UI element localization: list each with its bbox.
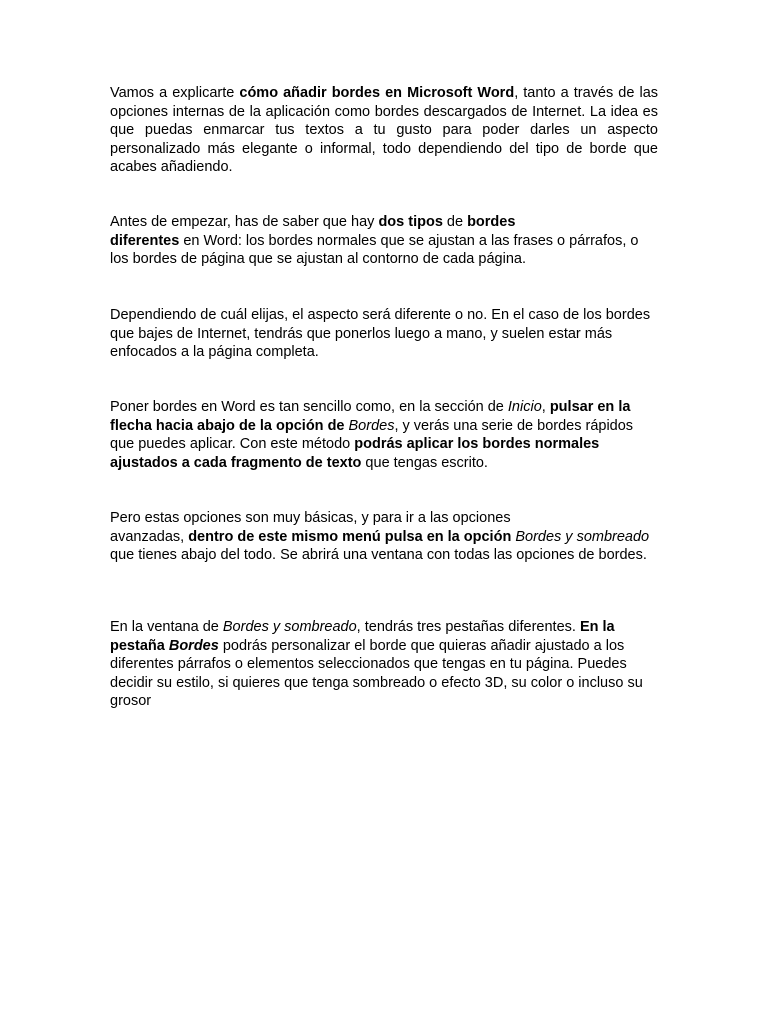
bold-text: diferentes <box>110 232 180 249</box>
body-text: Vamos a explicarte <box>110 85 240 101</box>
body-text: Pero estas opciones son muy básicas, y para ir a las opciones <box>110 510 511 526</box>
body-text: , y verás una serie de bordes rápidos que puedes aplicar. Con este método <box>110 417 634 452</box>
body-text: , tanto a través de las opciones internas de la aplicación como bordes descargados de Internet. La idea es que puedas enmarcar tus textos a tu gusto para poder darles un aspecto personalizado más elegante o informal, todo dependiendo del tipo de borde que acabes añadiendo. <box>110 85 659 175</box>
italic-text: Bordes y sombreado <box>222 619 357 635</box>
body-text: de <box>442 214 468 230</box>
bold-italic-text: Bordes <box>168 637 219 654</box>
italic-text: Bordes <box>348 417 395 434</box>
bold-text: cómo añadir bordes en Microsoft Word <box>239 85 515 101</box>
body-text: que tienes abajo del todo. Se abrirá una ventana con todas las opciones de bordes. <box>110 547 647 563</box>
italic-text: Inicio <box>507 399 542 415</box>
body-text: que tengas escrito. <box>361 454 488 471</box>
italic-text: Bordes y sombreado <box>515 528 650 545</box>
bold-text: En la pestaña <box>110 619 615 654</box>
body-text: Poner bordes en Word es tan sencillo como, en la sección de <box>110 399 508 415</box>
body-text: podrás personalizar el borde que quieras añadir ajustado a los diferentes párrafos o elementos seleccionados que tengas en tu página. Puedes decidir su estilo, si quieres que tenga sombreado o efecto 3D, su color o incluso su grosor <box>110 637 643 709</box>
body-text: en Word: los bordes normales que se ajustan a las frases o párrafos, o los bordes de página que se ajustan al contorno de cada página. <box>110 232 639 267</box>
body-text: , <box>541 399 550 415</box>
bold-text: podrás aplicar los bordes normales ajustados a cada fragmento de texto <box>110 436 600 471</box>
bold-text: pulsar en la flecha hacia abajo de la opción de <box>110 399 631 434</box>
bold-text: bordes <box>467 214 516 230</box>
body-text: avanzadas, <box>110 528 189 545</box>
paragraph-advanced-options <box>110 509 658 565</box>
paragraph-intro <box>110 84 658 177</box>
body-text: En la ventana de <box>110 619 223 635</box>
paragraph-how-to <box>110 398 658 472</box>
body-text: , tendrás tres pestañas diferentes. <box>356 619 580 635</box>
paragraph-borders-window <box>110 618 658 711</box>
bold-text: dos tipos <box>378 214 443 230</box>
body-text: Antes de empezar, has de saber que hay <box>110 214 379 230</box>
paragraph-differences <box>110 306 658 362</box>
paragraph-border-types <box>110 213 658 269</box>
body-text: Dependiendo de cuál elijas, el aspecto será diferente o no. En el caso de los bordes que bajes de Internet, tendrás que ponerlos luego a mano, y suelen estar más enfocados a la página completa. <box>110 307 651 360</box>
bold-text: dentro de este mismo menú pulsa en la opción <box>188 528 512 545</box>
